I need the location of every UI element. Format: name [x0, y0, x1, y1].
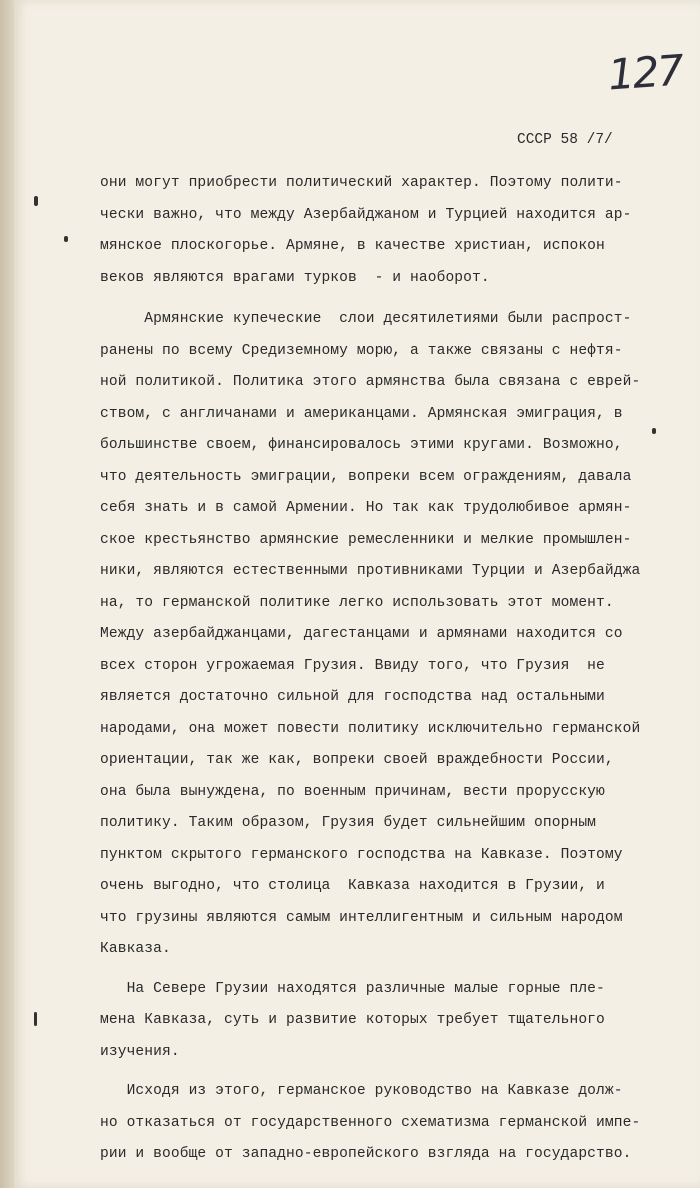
text-line: они могут приобрести политический характер. Поэтому полити- — [100, 175, 623, 191]
text-line: Между азербайджанцами, дагестанцами и армянами находится со — [100, 626, 623, 642]
page-edge — [0, 0, 14, 1188]
margin-mark — [64, 236, 68, 242]
text-line: Кавказа. — [100, 941, 171, 957]
document-body — [100, 168, 666, 1171]
text-line: На Севере Грузии находятся различные малые горные пле- — [100, 980, 605, 997]
text-line: ское крестьянство армянские ремесленники и мелкие промышлен- — [100, 531, 632, 548]
text-line: ники, являются естественными противниками Турции и Азербайджа — [100, 563, 641, 579]
document-header: СССР 58 /7/ — [517, 132, 613, 148]
text-line: мена Кавказа, суть и развитие которых требует тщательного — [100, 1012, 605, 1028]
paragraph-4 — [100, 1076, 666, 1171]
text-line: веков являются врагами турков - и наоборот. — [100, 269, 490, 286]
text-line: Армянские купеческие слои десятилетиями были распрост- — [100, 311, 632, 327]
text-line: рии и вообще от западно-европейского взгляда на государство. — [100, 1146, 632, 1162]
margin-mark — [34, 1012, 37, 1026]
text-line: что деятельность эмиграции, вопреки всем ограждениям, давала — [100, 468, 632, 485]
text-line: ранены по всему Средиземному морю, а также связаны с нефтя- — [100, 342, 623, 359]
text-line: ной политикой. Политика этого армянства была связана с еврей- — [100, 374, 641, 390]
text-line: политику. Таким образом, Грузия будет сильнейшим опорным — [100, 815, 597, 831]
paragraph-2 — [100, 304, 666, 966]
text-line: чески важно, что между Азербайджаном и Турцией находится ар- — [100, 206, 632, 223]
text-line: она была вынуждена, по военным причинам, вести прорусскую — [100, 783, 605, 800]
text-line: что грузины являются самым интеллигентным и сильным народом — [100, 909, 623, 926]
text-line: изучения. — [100, 1043, 180, 1060]
text-line: на, то германской политике легко использовать этот момент. — [100, 594, 614, 611]
text-line: большинстве своем, финансировалось этими кругами. Возможно, — [100, 437, 623, 453]
text-line: всех сторон угрожаемая Грузия. Ввиду того, что Грузия не — [100, 657, 605, 674]
text-line: народами, она может повести политику исключительно германской — [100, 720, 641, 737]
margin-mark — [34, 196, 38, 206]
text-line: очень выгодно, что столица Кавказа находится в Грузии, и — [100, 878, 605, 894]
paragraph-1 — [100, 168, 666, 294]
text-line: ством, с англичанами и американцами. Армянская эмиграция, в — [100, 405, 623, 422]
text-line: является достаточно сильной для господства над остальными — [100, 689, 605, 705]
text-line: пунктом скрытого германского господства на Кавказе. Поэтому — [100, 846, 623, 863]
text-line: себя знать и в самой Армении. Но так как трудолюбивое армян- — [100, 500, 632, 516]
text-line: но отказаться от государственного схематизма германской импе- — [100, 1114, 641, 1131]
text-line: Исходя из этого, германское руководство на Кавказе долж- — [100, 1083, 623, 1099]
text-line: ориентации, так же как, вопреки своей враждебности России, — [100, 752, 614, 768]
handwritten-folio-number: 127 — [606, 45, 684, 100]
paragraph-3 — [100, 974, 666, 1069]
text-line: мянское плоскогорье. Армяне, в качестве христиан, испокон — [100, 238, 605, 254]
